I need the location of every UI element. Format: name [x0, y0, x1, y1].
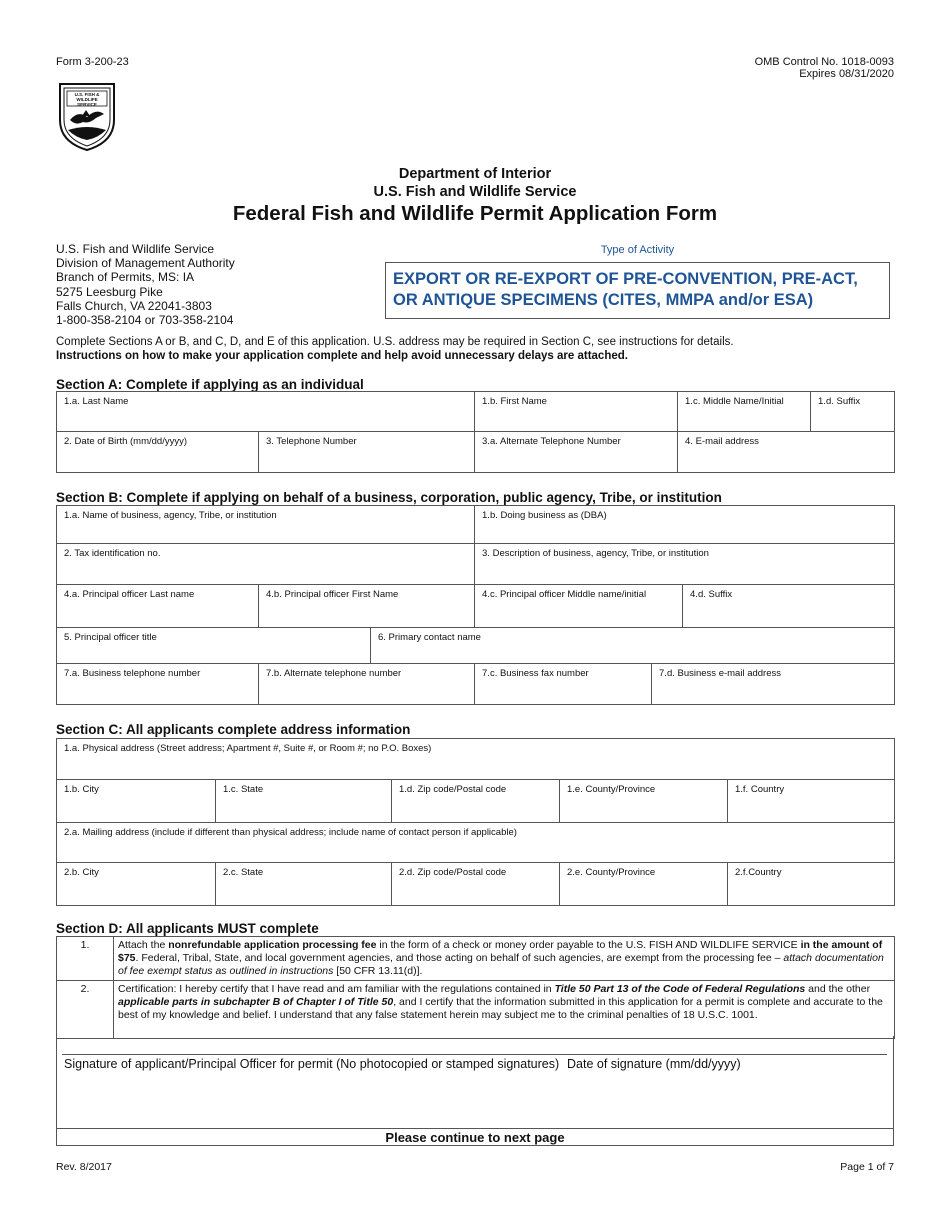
item-number: 2.: [57, 981, 114, 1039]
suffix-field[interactable]: [811, 392, 895, 432]
section-b-table: [56, 505, 895, 705]
fee-text: Attach the: [118, 939, 169, 951]
mailing-state-field[interactable]: [216, 863, 392, 906]
field-label: 4. E-mail address: [685, 436, 759, 447]
field-label: 1.d. Suffix: [818, 396, 861, 407]
certification-text: [114, 981, 895, 1039]
officer-title-field[interactable]: [57, 628, 371, 664]
fee-exempt-note: attach documentation of fee exempt status as outlined in instructions: [118, 952, 884, 977]
address-line: 1-800-358-2104 or 703-358-2104: [56, 313, 234, 328]
physical-address-field[interactable]: [57, 739, 895, 780]
alt-phone-field[interactable]: [259, 664, 475, 705]
middle-name-field[interactable]: [678, 392, 811, 432]
field-label: 2.e. County/Province: [567, 867, 656, 878]
first-name-field[interactable]: [475, 392, 678, 432]
field-label: 3. Telephone Number: [266, 436, 357, 447]
field-label: 4.d. Suffix: [690, 589, 733, 600]
continue-banner: Please continue to next page: [56, 1128, 894, 1146]
state-field[interactable]: [216, 780, 392, 823]
field-label: 7.d. Business e-mail address: [659, 668, 781, 679]
activity-type-box: [385, 262, 890, 319]
instructions-text: Complete Sections A or B, and C, D, and E of this application. U.S. address may be required in Section C, see instructions for details.: [56, 336, 734, 348]
field-label: 1.b. City: [64, 784, 99, 795]
cert-regulation: Title 50 Part 13 of the Code of Federal Regulations: [554, 983, 806, 995]
section-c-title: Section C: All applicants complete address information: [56, 722, 411, 737]
primary-contact-field[interactable]: [371, 628, 895, 664]
omb-control: [755, 56, 894, 80]
field-label: 7.b. Alternate telephone number: [266, 668, 402, 679]
mailing-city-field[interactable]: [57, 863, 216, 906]
country-field[interactable]: [728, 780, 895, 823]
field-label: 1.f. Country: [735, 784, 785, 795]
section-c-table: [56, 738, 895, 906]
field-label: 4.b. Principal officer First Name: [266, 589, 399, 600]
field-label: 2.a. Mailing address (include if different than physical address; include name of contact person if applicable): [64, 827, 517, 838]
revision-date: Rev. 8/2017: [56, 1161, 112, 1173]
field-label: 2.d. Zip code/Postal code: [399, 867, 507, 878]
officer-suffix-field[interactable]: [683, 585, 895, 628]
last-name-field[interactable]: [57, 392, 475, 432]
cert-regulation: applicable parts in subchapter B of Chapter I of Title 50: [118, 996, 394, 1008]
omb-expires: Expires 08/31/2020: [799, 68, 894, 80]
field-label: 7.c. Business fax number: [482, 668, 589, 679]
mailing-address-block: [56, 242, 235, 327]
activity-type-label: Type of Activity: [600, 244, 675, 256]
page-number: Page 1 of 7: [840, 1161, 894, 1173]
item-number: 1.: [57, 937, 114, 981]
address-line: U.S. Fish and Wildlife Service: [56, 242, 215, 256]
address-line: Falls Church, VA 22041-3803: [56, 298, 212, 313]
field-label: 3.a. Alternate Telephone Number: [482, 436, 621, 447]
fax-field[interactable]: [475, 664, 652, 705]
field-label: 7.a. Business telephone number: [64, 668, 201, 679]
city-field[interactable]: [57, 780, 216, 823]
section-a-title: Section A: Complete if applying as an individual: [56, 377, 364, 392]
business-name-field[interactable]: [57, 506, 475, 544]
activity-type-line: OR ANTIQUE SPECIMENS (CITES, MMPA and/or ESA): [393, 291, 814, 309]
zip-field[interactable]: [392, 780, 560, 823]
fee-amount: in the amount of $75: [118, 939, 883, 964]
field-label: 1.b. First Name: [482, 396, 547, 407]
fee-text: in the form of a check or money order payable to the U.S. FISH AND WILDLIFE SERVICE: [376, 939, 801, 951]
signature-label: Signature of applicant/Principal Officer for permit (No photocopied or stamped signatures): [64, 1057, 560, 1071]
county-field[interactable]: [560, 780, 728, 823]
instructions-note: Instructions on how to make your application complete and help avoid unnecessary delays are attached.: [56, 350, 628, 362]
signature-line: [62, 1054, 887, 1055]
mailing-country-field[interactable]: [728, 863, 895, 906]
email-field[interactable]: [678, 432, 895, 473]
telephone-field[interactable]: [259, 432, 475, 473]
activity-type-line: EXPORT OR RE-EXPORT OF PRE-CONVENTION, PRE-ACT,: [393, 270, 858, 288]
field-label: 1.b. Doing business as (DBA): [482, 510, 607, 521]
tax-id-field[interactable]: [57, 544, 475, 585]
field-label: 1.c. State: [223, 784, 264, 795]
section-a-table: [56, 391, 895, 473]
cert-text: and the other: [805, 983, 871, 995]
mailing-address-field[interactable]: [57, 823, 895, 863]
officer-middle-name-field[interactable]: [475, 585, 683, 628]
agency-title: U.S. Fish and Wildlife Service: [373, 184, 577, 200]
address-line: 5275 Leesburg Pike: [56, 284, 163, 299]
fee-instruction: [114, 937, 895, 981]
business-phone-field[interactable]: [57, 664, 259, 705]
field-label: 4.a. Principal officer Last name: [64, 589, 195, 600]
field-label: 4.c. Principal officer Middle name/initial: [482, 589, 647, 600]
field-label: 1.d. Zip code/Postal code: [399, 784, 507, 795]
field-label: 2. Tax identification no.: [64, 548, 161, 559]
business-description-field[interactable]: [475, 544, 895, 585]
mailing-county-field[interactable]: [560, 863, 728, 906]
form-number: Form 3-200-23: [56, 56, 129, 68]
dba-field[interactable]: [475, 506, 895, 544]
page-title: Federal Fish and Wildlife Permit Application Form: [232, 202, 718, 225]
section-b-title: Section B: Complete if applying on behalf of a business, corporation, public agency, Tribe, or institution: [56, 490, 722, 505]
field-label: 2. Date of Birth (mm/dd/yyyy): [64, 436, 188, 447]
department-title: Department of Interior: [398, 166, 552, 182]
field-label: 1.a. Name of business, agency, Tribe, or institution: [64, 510, 277, 521]
officer-first-name-field[interactable]: [259, 585, 475, 628]
address-line: Branch of Permits, MS: IA: [56, 270, 195, 285]
field-label: 1.a. Physical address (Street address; Apartment #, Suite #, or Room #; no P.O. Boxes): [64, 743, 432, 754]
field-label: 1.c. Middle Name/Initial: [685, 396, 784, 407]
address-line: Division of Management Authority: [56, 256, 235, 271]
section-d-title: Section D: All applicants MUST complete: [56, 921, 319, 936]
omb-control-number: OMB Control No. 1018-0093: [754, 56, 894, 68]
field-label: 2.b. City: [64, 867, 99, 878]
alt-telephone-field[interactable]: [475, 432, 678, 473]
field-label: 6. Primary contact name: [378, 632, 481, 643]
officer-last-name-field[interactable]: [57, 585, 259, 628]
cert-text: , and I certify that the information submitted in this application for a permit is complete and accurate to the best of my knowledge and belief. I understand that any false statement herein may subject me to the criminal penalties of 18 U.S.C. 1001.: [118, 996, 883, 1021]
cert-text: Certification: I hereby certify that I have read and am familiar with the regulations contained in: [118, 983, 555, 995]
business-email-field[interactable]: [652, 664, 895, 705]
section-d-table: [56, 936, 895, 1039]
logo-text: U.S. FISH & WILDLIFE SERVICE: [74, 92, 100, 107]
fee-text-bold: nonrefundable application processing fee: [168, 939, 377, 951]
signature-date-label: Date of signature (mm/dd/yyyy): [567, 1057, 741, 1071]
field-label: 3. Description of business, agency, Tribe, or institution: [482, 548, 709, 559]
fee-citation: [50 CFR 13.11(d)].: [333, 965, 423, 977]
field-label: 2.c. State: [223, 867, 264, 878]
fee-text: . Federal, Tribal, State, and local government agencies, and those acting on behalf of such agencies, are exempt from the processing fee –: [135, 952, 784, 964]
fws-logo: [56, 80, 118, 152]
field-label: 1.e. County/Province: [567, 784, 656, 795]
mailing-zip-field[interactable]: [392, 863, 560, 906]
field-label: 2.f.Country: [735, 867, 782, 878]
dob-field[interactable]: [57, 432, 259, 473]
field-label: 5. Principal officer title: [64, 632, 157, 643]
field-label: 1.a. Last Name: [64, 396, 129, 407]
